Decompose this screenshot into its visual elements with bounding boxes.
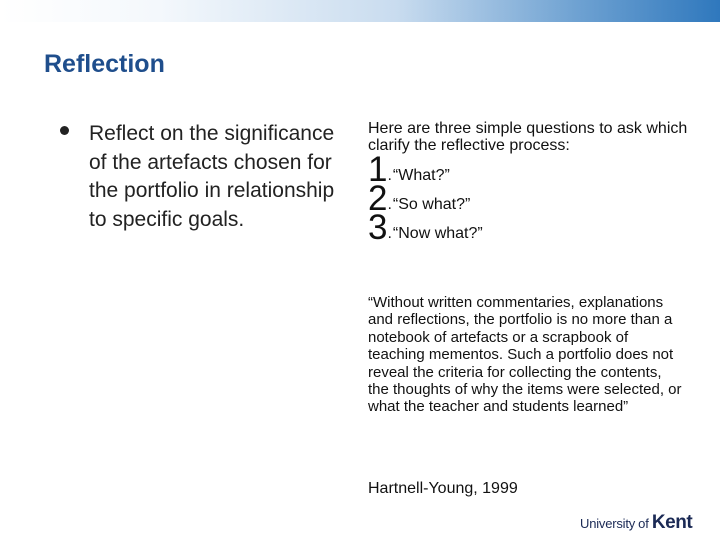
question-text: “Now what?” [392,225,483,242]
quote-citation: Hartnell-Young, 1999 [368,480,518,497]
header-gradient-band [0,0,720,22]
logo-word-university: University [580,516,636,531]
question-text: “So what?” [392,196,471,213]
logo-word-of: of [638,516,649,531]
questions-list [368,150,688,247]
questions-panel [368,120,688,247]
question-text: “What?” [392,167,450,184]
question-item: 3 . “Now what?” [368,208,483,247]
questions-intro: Here are three simple questions to ask which clarify the reflective process: [368,120,688,154]
question-item: 1 . “What?” [368,150,450,189]
logo-word-kent: Kent [651,512,693,533]
question-number: 1 [368,150,388,189]
university-logo [580,512,692,534]
bullet-dot-icon [60,126,69,135]
slide-title: Reflection [44,50,165,78]
question-number: 3 [368,208,388,247]
quote-text: “Without written commentaries, explanations and reflections, the portfolio is no more than a notebook of artefacts or a scrapbook of teaching mementos. Such a portfolio does not reveal the criteria for collecting the contents, the thoughts of why the items were selected, or what the teacher and students learned” [368,294,682,416]
question-number: 2 [368,179,388,218]
bullet-text: Reflect on the significance of the artefacts chosen for the portfolio in relationship to specific goals. [89,122,335,231]
question-item: 2 . “So what?” [368,179,471,218]
